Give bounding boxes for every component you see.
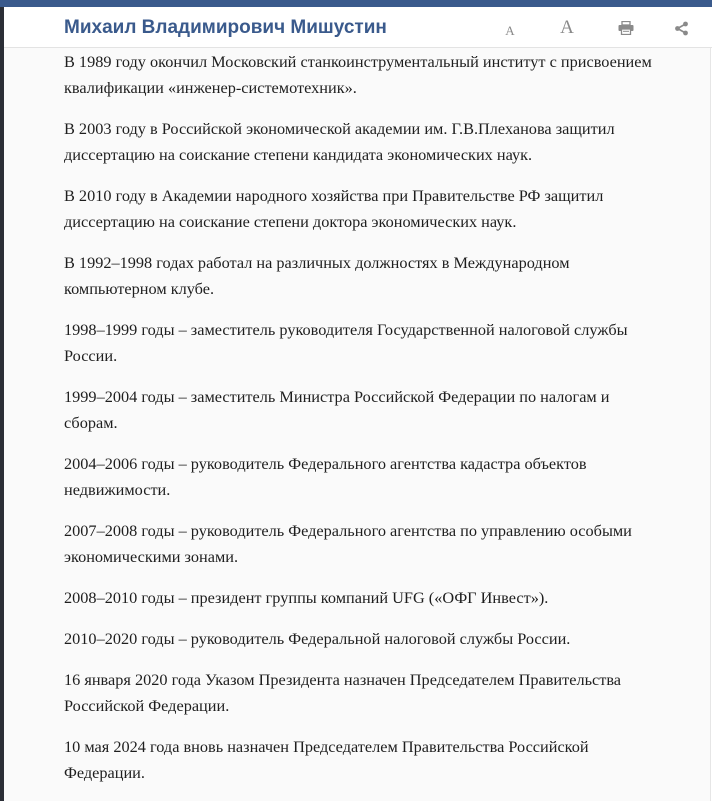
paragraph-ufg-president: 2008–2010 годы – президент группы компаний UFG («ОФГ Инвест»). (64, 588, 549, 607)
print-button[interactable] (616, 17, 636, 39)
paragraph-deputy-minister: 1999–2004 годы – заместитель Министра Российской Федерации по налогам и сборам. (64, 387, 610, 432)
paragraph-cadastre-agency: 2004–2006 годы – руководитель Федерального агентства кадастра объектов недвижимости. (64, 454, 587, 499)
page-title: Михаил Владимирович Мишустин (64, 17, 387, 38)
increase-font-button[interactable] (557, 17, 577, 39)
paragraph-education: В 1989 году окончил Московский станкоинструментальный институт с присвоением квалификации «инженер-системотехник». (64, 52, 652, 97)
paragraph-tax-service-deputy: 1998–1999 годы – заместитель руководителя Государственной налоговой службы России. (64, 320, 628, 365)
paragraph-economic-zones-agency: 2007–2008 годы – руководитель Федерального агентства по управлению особыми экономическими зонами. (64, 521, 632, 566)
decrease-font-button[interactable] (502, 17, 518, 42)
font-small-label: A (505, 23, 515, 38)
paragraph-fns-head: 2010–2020 годы – руководитель Федеральной налоговой службы России. (64, 629, 571, 648)
top-accent-bar (0, 0, 712, 7)
page-header (4, 7, 712, 48)
paragraph-prime-minister-2024: 10 мая 2024 года вновь назначен Председателем Правительства Российской Федерации. (64, 737, 589, 782)
share-button[interactable] (671, 17, 691, 39)
share-icon (674, 21, 689, 36)
paragraph-doctor-degree: В 2010 году в Академии народного хозяйства при Правительстве РФ защитил диссертацию на соискание степени доктора экономических наук. (64, 186, 604, 231)
paragraph-candidate-degree: В 2003 году в Российской экономической академии им. Г.В.Плеханова защитил диссертацию на соискание степени кандидата экономических наук. (64, 119, 615, 164)
paragraph-computer-club: В 1992–1998 годах работал на различных должностях в Международном компьютерном клубе. (64, 253, 570, 298)
biography-content (4, 48, 711, 801)
font-large-label: A (560, 17, 574, 38)
paragraph-prime-minister-2020: 16 января 2020 года Указом Президента назначен Председателем Правительства Российской Федерации. (64, 670, 622, 715)
biography-paragraphs (64, 49, 664, 801)
printer-icon (618, 21, 634, 35)
